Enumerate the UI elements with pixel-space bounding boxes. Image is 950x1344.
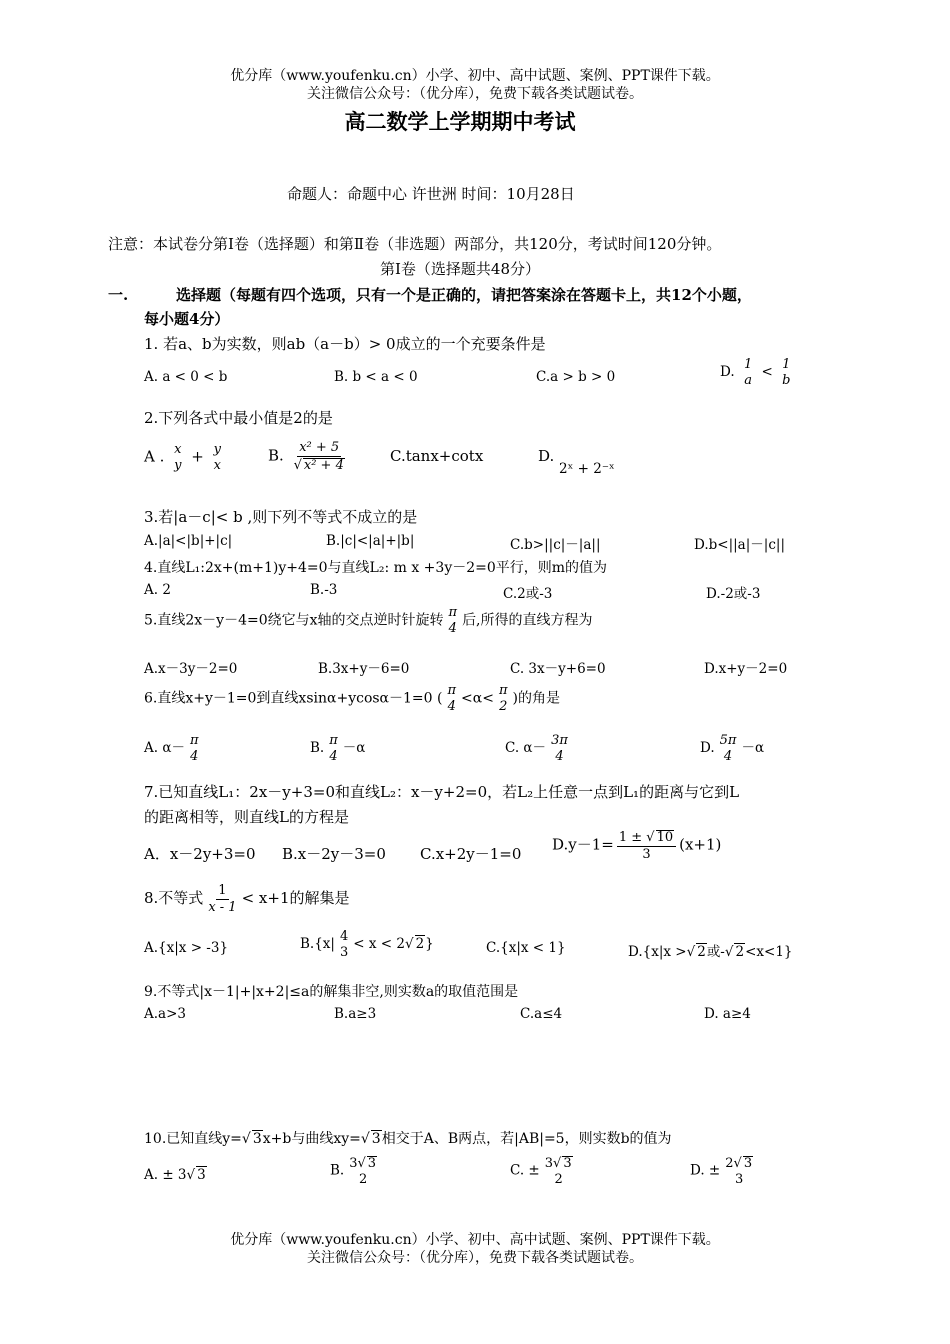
q2-option-c: C.tanx+cotx [390, 447, 484, 465]
q9-option-a: A.a>3 [144, 1006, 186, 1022]
q1-option-d: D. 1 a < 1 b [720, 357, 791, 388]
q9-option-b: B.a≥3 [334, 1006, 377, 1022]
section-heading: 第Ⅰ卷（选择题共48分） [379, 260, 540, 278]
q2-option-a: A . x y + y x [144, 442, 222, 473]
q7-stem-line-2: 的距离相等，则直线L的方程是 [144, 808, 349, 826]
q3-option-a: A.|a|<|b|+|c| [144, 533, 233, 549]
q1-stem: 1. 若a、b为实数，则ab（a－b）> 0成立的一个充要条件是 [144, 335, 546, 353]
q7-option-b: B.x－2y－3=0 [282, 845, 386, 863]
q6-stem: 6.直线x+y－1=0到直线xsinα+ycosα－1=0 ( π 4 <α< π 2 )的角是 [144, 683, 560, 714]
part-number: 一. [108, 286, 129, 304]
header-line-2: 关注微信公众号：（优分库），免费下载各类试题试卷。 [307, 86, 643, 102]
q1-d-fraction-2: 1 b [782, 357, 791, 388]
q3-option-d: D.b<||a|－|c|| [694, 537, 785, 553]
q9-stem: 9.不等式|x－1|+|x+2|≤a的解集非空,则实数a的取值范围是 [144, 984, 519, 1000]
q2-option-d: D. 2ˣ + 2⁻ˣ [538, 447, 615, 477]
q8-stem: 8.不等式 $\frac{1}{x - 1}$ < x+1的解集是 [144, 883, 350, 915]
q3-option-c: C.b>||c|－|a|| [510, 537, 601, 553]
q7-option-a: A．x－2y+3=0 [144, 845, 256, 863]
q6-option-c: C. α－ 3π 4 [505, 733, 568, 764]
q2-option-b: B. $\frac{\text{x² + 5}}{\text{√ x² + 4}}$ [268, 440, 344, 473]
q10-option-d: D. ± 2√ 3 3 [690, 1156, 753, 1187]
q1-d-fraction-1: 1 a [743, 357, 753, 388]
q6-option-a: A. α－ π 4 [144, 733, 199, 764]
q1-option-b: B. b < a < 0 [334, 369, 418, 385]
page-title: 高二数学上学期期中考试 [344, 109, 576, 134]
q4-stem: 4.直线L₁:2x+(m+1)y+4=0与直线L₂: m x +3y－2=0平行，则m的值为 [144, 560, 608, 576]
q5-stem: 5.直线2x－y－4=0绕它与x轴的交点逆时针旋转 π 4 后,所得的直线方程为 [144, 605, 593, 636]
q7-option-c: C.x+2y－1=0 [420, 845, 522, 863]
q3-option-b: B.|c|<|a|+|b| [326, 533, 415, 549]
q7-stem-line-1: 7.已知直线L₁：2x－y+3=0和直线L₂：x－y+2=0，若L₂上任意一点到L₁的距离与它到L [144, 783, 740, 801]
q4-option-b: B.-3 [310, 582, 338, 598]
q1-option-a: A. a < 0 < b [144, 369, 228, 385]
footer-line-1: 优分库（www.youfenku.cn）小学、初中、高中试题、案例、PPT课件下载。 [230, 1232, 720, 1248]
footer-line-2: 关注微信公众号：（优分库），免费下载各类试题试卷。 [307, 1250, 643, 1266]
q7-option-d: D.y－1= $\frac{1 \pm √ 10}{3}$ (x+1) [552, 830, 722, 862]
q8-option-d: D.{x|x >√ 2或-√ 2<x<1} [628, 944, 793, 960]
part-instructions-line-1: 选择题（每题有四个选项，只有一个是正确的，请把答案涂在答题卡上，共12个小题， [176, 286, 752, 304]
q6-option-b: B. π 4 －α [310, 733, 366, 764]
q5-option-c: C. 3x－y+6=0 [510, 661, 606, 677]
q8-option-a: A.{x|x > -3} [144, 940, 229, 956]
q5-option-d: D.x+y－2=0 [704, 661, 788, 677]
header-line-1: 优分库（www.youfenku.cn）小学、初中、高中试题、案例、PPT课件下载。 [230, 68, 720, 84]
q2-stem: 2.下列各式中最小值是2的是 [144, 409, 333, 427]
q9-option-c: C.a≤4 [520, 1006, 563, 1022]
q5-option-b: B.3x+y－6=0 [318, 661, 410, 677]
part-instructions-line-2: 每小题4分） [144, 310, 230, 328]
q6-option-d: D. 5π 4 －α [700, 733, 765, 764]
q3-stem: 3.若|a－c|< b ,则下列不等式不成立的是 [144, 508, 418, 526]
q1-option-c: C.a > b > 0 [536, 369, 616, 385]
q8-option-b: B.{x| 4 3 < x < 2√ 2} [300, 929, 434, 960]
q10-option-b: B. 3√ 3 2 [330, 1156, 377, 1187]
q10-option-a: A. ± 3√ 3 [144, 1167, 206, 1183]
q5-option-a: A.x－3y－2=0 [144, 661, 238, 677]
q4-option-c: C.2或-3 [503, 586, 553, 602]
notice: 注意：本试卷分第Ⅰ卷（选择题）和第Ⅱ卷（非选题）两部分，共120分，考试时间120分钟。 [108, 235, 722, 253]
q10-stem: 10.已知直线y=√ 3x+b与曲线xy=√ 3相交于A、B两点，若|AB|=5，则实数b的值为 [144, 1131, 672, 1147]
q9-option-d: D. a≥4 [704, 1006, 751, 1022]
q8-option-c: C.{x|x < 1} [486, 940, 566, 956]
q1-d-label: D. [720, 364, 735, 381]
q4-option-a: A. 2 [144, 582, 171, 598]
q4-option-d: D.-2或-3 [706, 586, 761, 602]
q10-option-c: C. ± 3√ 3 2 [510, 1156, 572, 1187]
author-line: 命题人：命题中心 许世洲 时间：10月28日 [287, 185, 575, 203]
